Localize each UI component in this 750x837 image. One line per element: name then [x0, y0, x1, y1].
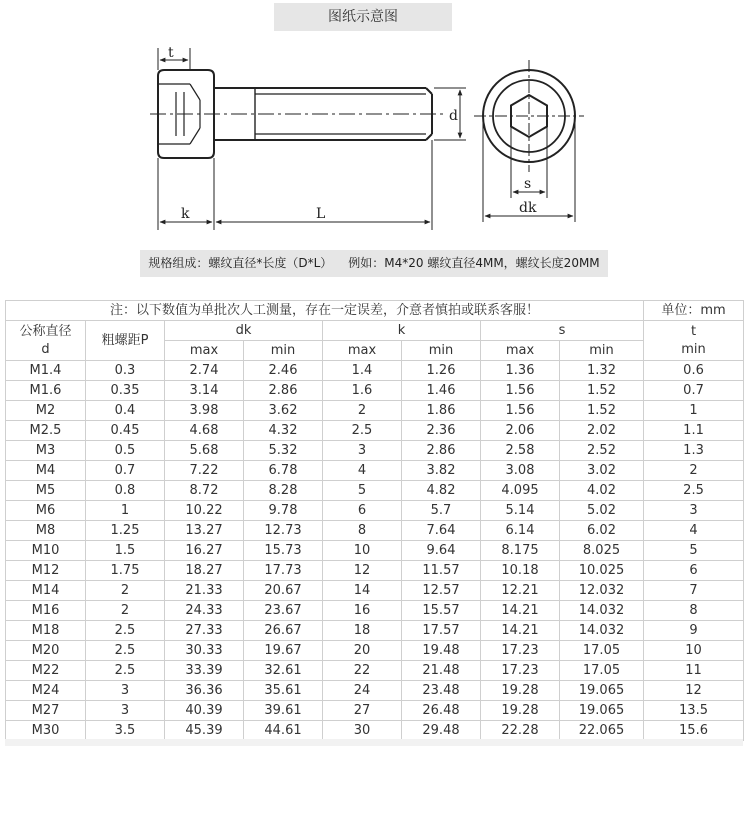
- cell-dk-min: 19.67: [244, 641, 323, 661]
- diagram-title: 图纸示意图: [274, 3, 452, 31]
- cell-s-max: 17.23: [481, 661, 560, 681]
- table-row: [6, 401, 744, 421]
- cell-nominal-diameter: M6: [6, 501, 86, 521]
- cell-pitch: 3.5: [86, 721, 165, 741]
- cell-dk-min: 35.61: [244, 681, 323, 701]
- cell-t-min: 9: [644, 621, 744, 641]
- header-s-min: min: [560, 341, 644, 361]
- cell-pitch: 2.5: [86, 621, 165, 641]
- cell-k-min: 3.82: [402, 461, 481, 481]
- cell-nominal-diameter: M8: [6, 521, 86, 541]
- header-t: t min: [644, 321, 744, 361]
- cell-dk-min: 20.67: [244, 581, 323, 601]
- cell-pitch: 2.5: [86, 661, 165, 681]
- table-row: [6, 581, 744, 601]
- cell-dk-min: 39.61: [244, 701, 323, 721]
- table-row: [6, 721, 744, 741]
- cell-dk-min: 3.62: [244, 401, 323, 421]
- cell-k-min: 29.48: [402, 721, 481, 741]
- cell-nominal-diameter: M30: [6, 721, 86, 741]
- spec-composition: 规格组成：螺纹直径*长度（D*L）: [148, 256, 333, 270]
- cell-dk-max: 18.27: [165, 561, 244, 581]
- table-row: [6, 561, 744, 581]
- cell-s-min: 8.025: [560, 541, 644, 561]
- cell-k-min: 7.64: [402, 521, 481, 541]
- table-note-row: [6, 301, 744, 321]
- cell-k-max: 22: [323, 661, 402, 681]
- cell-pitch: 1: [86, 501, 165, 521]
- cell-dk-max: 5.68: [165, 441, 244, 461]
- cell-k-max: 24: [323, 681, 402, 701]
- cell-dk-max: 2.74: [165, 361, 244, 381]
- cell-s-max: 19.28: [481, 701, 560, 721]
- cell-pitch: 2.5: [86, 641, 165, 661]
- cell-s-max: 19.28: [481, 681, 560, 701]
- cell-dk-min: 23.67: [244, 601, 323, 621]
- cell-t-min: 3: [644, 501, 744, 521]
- label-d: d: [449, 108, 458, 124]
- spec-format-box: [140, 250, 608, 277]
- cell-s-min: 10.025: [560, 561, 644, 581]
- cell-s-max: 2.58: [481, 441, 560, 461]
- cell-s-max: 22.28: [481, 721, 560, 741]
- cell-dk-max: 8.72: [165, 481, 244, 501]
- cell-k-max: 1.4: [323, 361, 402, 381]
- cell-s-min: 19.065: [560, 701, 644, 721]
- cell-pitch: 1.75: [86, 561, 165, 581]
- cell-t-min: 4: [644, 521, 744, 541]
- header-k: k: [323, 321, 481, 341]
- cell-k-min: 1.46: [402, 381, 481, 401]
- cell-k-max: 18: [323, 621, 402, 641]
- cell-nominal-diameter: M27: [6, 701, 86, 721]
- cell-s-max: 1.56: [481, 401, 560, 421]
- cell-pitch: 3: [86, 701, 165, 721]
- cell-t-min: 2: [644, 461, 744, 481]
- cell-k-min: 12.57: [402, 581, 481, 601]
- cell-k-min: 15.57: [402, 601, 481, 621]
- cell-s-max: 6.14: [481, 521, 560, 541]
- cell-s-min: 6.02: [560, 521, 644, 541]
- header-pitch: 粗螺距P: [86, 321, 165, 361]
- table-row: [6, 421, 744, 441]
- cell-k-min: 21.48: [402, 661, 481, 681]
- cell-dk-max: 36.36: [165, 681, 244, 701]
- cell-k-max: 12: [323, 561, 402, 581]
- cell-k-max: 20: [323, 641, 402, 661]
- cell-dk-max: 3.98: [165, 401, 244, 421]
- cell-dk-min: 6.78: [244, 461, 323, 481]
- cell-nominal-diameter: M2: [6, 401, 86, 421]
- cell-s-min: 2.52: [560, 441, 644, 461]
- cell-nominal-diameter: M20: [6, 641, 86, 661]
- cell-k-min: 5.7: [402, 501, 481, 521]
- cell-k-max: 5: [323, 481, 402, 501]
- cell-dk-max: 45.39: [165, 721, 244, 741]
- cell-t-min: 0.7: [644, 381, 744, 401]
- cell-s-min: 1.52: [560, 381, 644, 401]
- cell-dk-min: 12.73: [244, 521, 323, 541]
- cell-k-min: 9.64: [402, 541, 481, 561]
- cell-pitch: 0.7: [86, 461, 165, 481]
- cell-k-max: 30: [323, 721, 402, 741]
- cell-t-min: 0.6: [644, 361, 744, 381]
- cell-dk-max: 16.27: [165, 541, 244, 561]
- cell-dk-min: 5.32: [244, 441, 323, 461]
- cell-s-max: 4.095: [481, 481, 560, 501]
- cell-k-max: 6: [323, 501, 402, 521]
- cell-k-min: 1.86: [402, 401, 481, 421]
- header-k-max: max: [323, 341, 402, 361]
- cell-pitch: 0.3: [86, 361, 165, 381]
- spec-example: 例如：M4*20 螺纹直径4MM，螺纹长度20MM: [348, 256, 600, 270]
- label-dk: dk: [519, 200, 537, 216]
- cell-t-min: 8: [644, 601, 744, 621]
- cell-k-min: 17.57: [402, 621, 481, 641]
- cell-s-min: 22.065: [560, 721, 644, 741]
- table-row: [6, 461, 744, 481]
- cell-dk-min: 9.78: [244, 501, 323, 521]
- cell-nominal-diameter: M18: [6, 621, 86, 641]
- cell-dk-max: 24.33: [165, 601, 244, 621]
- cell-dk-max: 40.39: [165, 701, 244, 721]
- cell-k-max: 2: [323, 401, 402, 421]
- screw-diagram: [0, 0, 750, 250]
- cell-k-max: 1.6: [323, 381, 402, 401]
- cell-pitch: 2: [86, 581, 165, 601]
- cell-k-max: 16: [323, 601, 402, 621]
- cell-k-min: 23.48: [402, 681, 481, 701]
- cell-s-max: 14.21: [481, 601, 560, 621]
- cell-s-min: 17.05: [560, 661, 644, 681]
- table-row: [6, 521, 744, 541]
- cell-dk-max: 10.22: [165, 501, 244, 521]
- table-note: 注：以下数值为单批次人工测量，存在一定误差，介意者慎拍或联系客服！: [6, 301, 644, 321]
- table-row: [6, 621, 744, 641]
- cell-dk-max: 13.27: [165, 521, 244, 541]
- table-row: [6, 381, 744, 401]
- cell-dk-min: 2.86: [244, 381, 323, 401]
- cell-k-min: 19.48: [402, 641, 481, 661]
- header-k-min: min: [402, 341, 481, 361]
- cell-dk-max: 30.33: [165, 641, 244, 661]
- cell-s-max: 17.23: [481, 641, 560, 661]
- cell-s-min: 1.32: [560, 361, 644, 381]
- table-body: [6, 361, 744, 741]
- cell-t-min: 15.6: [644, 721, 744, 741]
- cell-k-min: 4.82: [402, 481, 481, 501]
- cell-t-min: 7: [644, 581, 744, 601]
- cell-t-min: 1: [644, 401, 744, 421]
- cell-t-min: 13.5: [644, 701, 744, 721]
- cell-nominal-diameter: M24: [6, 681, 86, 701]
- cell-s-max: 1.36: [481, 361, 560, 381]
- cell-s-max: 2.06: [481, 421, 560, 441]
- cell-nominal-diameter: M1.4: [6, 361, 86, 381]
- table-row: [6, 661, 744, 681]
- label-L: L: [316, 206, 326, 222]
- cell-pitch: 0.45: [86, 421, 165, 441]
- cell-dk-max: 21.33: [165, 581, 244, 601]
- cell-pitch: 3: [86, 681, 165, 701]
- cell-nominal-diameter: M14: [6, 581, 86, 601]
- cell-nominal-diameter: M5: [6, 481, 86, 501]
- dimension-table: [5, 300, 744, 741]
- cell-t-min: 10: [644, 641, 744, 661]
- cell-nominal-diameter: M16: [6, 601, 86, 621]
- cell-dk-min: 17.73: [244, 561, 323, 581]
- cell-s-max: 12.21: [481, 581, 560, 601]
- cell-t-min: 6: [644, 561, 744, 581]
- header-nominal-diameter: 公称直径 d: [6, 321, 86, 361]
- cell-s-max: 8.175: [481, 541, 560, 561]
- table-row: [6, 481, 744, 501]
- cell-nominal-diameter: M10: [6, 541, 86, 561]
- header-s: s: [481, 321, 644, 341]
- cell-t-min: 2.5: [644, 481, 744, 501]
- cell-pitch: 1.25: [86, 521, 165, 541]
- header-dk-min: min: [244, 341, 323, 361]
- cell-s-min: 17.05: [560, 641, 644, 661]
- cell-s-max: 14.21: [481, 621, 560, 641]
- cell-dk-min: 15.73: [244, 541, 323, 561]
- cell-s-min: 2.02: [560, 421, 644, 441]
- cell-k-min: 26.48: [402, 701, 481, 721]
- table-row: [6, 361, 744, 381]
- cell-s-min: 12.032: [560, 581, 644, 601]
- cell-dk-max: 33.39: [165, 661, 244, 681]
- cell-s-min: 14.032: [560, 601, 644, 621]
- cell-dk-min: 4.32: [244, 421, 323, 441]
- cell-dk-min: 32.61: [244, 661, 323, 681]
- table-row: [6, 501, 744, 521]
- cell-s-max: 3.08: [481, 461, 560, 481]
- cell-k-max: 2.5: [323, 421, 402, 441]
- cell-k-min: 1.26: [402, 361, 481, 381]
- table-row: [6, 441, 744, 461]
- cell-k-max: 27: [323, 701, 402, 721]
- header-dk-max: max: [165, 341, 244, 361]
- cell-s-max: 5.14: [481, 501, 560, 521]
- cell-dk-min: 44.61: [244, 721, 323, 741]
- cell-s-min: 5.02: [560, 501, 644, 521]
- cell-nominal-diameter: M1.6: [6, 381, 86, 401]
- table-row: [6, 701, 744, 721]
- table-unit: 单位：mm: [644, 301, 744, 321]
- label-t: t: [168, 45, 174, 61]
- cell-k-max: 14: [323, 581, 402, 601]
- cell-s-max: 10.18: [481, 561, 560, 581]
- table-row: [6, 681, 744, 701]
- cell-pitch: 0.4: [86, 401, 165, 421]
- cell-s-min: 19.065: [560, 681, 644, 701]
- table-row: [6, 601, 744, 621]
- screw-end-view: [474, 60, 584, 172]
- cell-nominal-diameter: M3: [6, 441, 86, 461]
- cell-s-min: 4.02: [560, 481, 644, 501]
- cell-nominal-diameter: M22: [6, 661, 86, 681]
- header-dk: dk: [165, 321, 323, 341]
- table-row: [6, 641, 744, 661]
- table-header-row: [6, 321, 744, 341]
- cell-nominal-diameter: M4: [6, 461, 86, 481]
- cell-pitch: 0.8: [86, 481, 165, 501]
- cell-s-min: 3.02: [560, 461, 644, 481]
- header-s-max: max: [481, 341, 560, 361]
- cell-dk-min: 26.67: [244, 621, 323, 641]
- cell-s-min: 14.032: [560, 621, 644, 641]
- cell-t-min: 1.1: [644, 421, 744, 441]
- table-bottom-bar: [5, 739, 743, 746]
- cell-dk-max: 4.68: [165, 421, 244, 441]
- cell-t-min: 1.3: [644, 441, 744, 461]
- cell-pitch: 0.5: [86, 441, 165, 461]
- cell-k-max: 10: [323, 541, 402, 561]
- cell-k-max: 8: [323, 521, 402, 541]
- cell-pitch: 0.35: [86, 381, 165, 401]
- table-row: [6, 541, 744, 561]
- cell-t-min: 11: [644, 661, 744, 681]
- cell-pitch: 1.5: [86, 541, 165, 561]
- label-s: s: [524, 176, 532, 192]
- cell-dk-max: 7.22: [165, 461, 244, 481]
- cell-t-min: 5: [644, 541, 744, 561]
- cell-k-max: 3: [323, 441, 402, 461]
- cell-s-max: 1.56: [481, 381, 560, 401]
- cell-k-min: 2.36: [402, 421, 481, 441]
- cell-dk-max: 3.14: [165, 381, 244, 401]
- cell-nominal-diameter: M2.5: [6, 421, 86, 441]
- cell-s-min: 1.52: [560, 401, 644, 421]
- cell-k-min: 11.57: [402, 561, 481, 581]
- cell-pitch: 2: [86, 601, 165, 621]
- cell-dk-max: 27.33: [165, 621, 244, 641]
- cell-dk-min: 2.46: [244, 361, 323, 381]
- cell-k-max: 4: [323, 461, 402, 481]
- cell-nominal-diameter: M12: [6, 561, 86, 581]
- cell-k-min: 2.86: [402, 441, 481, 461]
- label-k: k: [181, 206, 190, 222]
- cell-t-min: 12: [644, 681, 744, 701]
- cell-dk-min: 8.28: [244, 481, 323, 501]
